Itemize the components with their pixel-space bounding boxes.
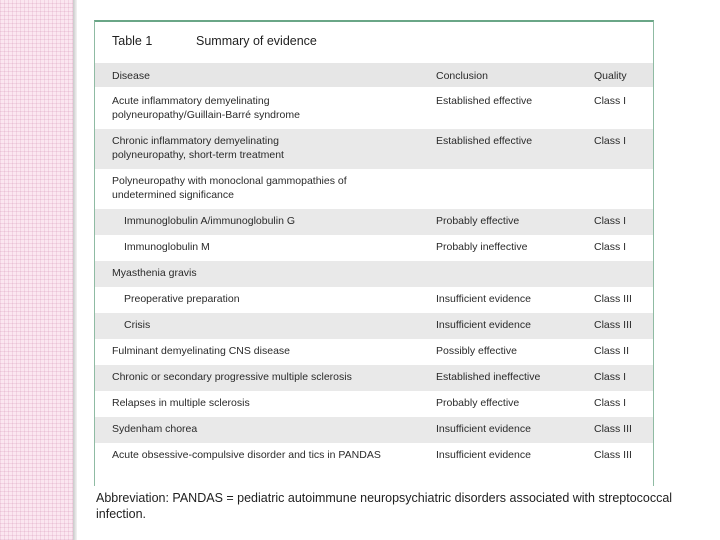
cell-conclusion: Probably effective — [436, 215, 520, 227]
cell-disease: Chronic or secondary progressive multiple sclerosis — [112, 371, 352, 383]
cell-conclusion: Insufficient evidence — [436, 423, 531, 435]
table-number: Table 1 — [112, 34, 153, 48]
table-row — [95, 129, 653, 169]
table-row — [95, 339, 653, 365]
cell-conclusion: Probably effective — [436, 397, 520, 409]
cell-quality: Class I — [594, 371, 627, 383]
cell-disease: Myasthenia gravis — [112, 267, 197, 279]
table-header-row — [95, 63, 653, 87]
cell-conclusion: Probably ineffective — [436, 241, 528, 253]
cell-disease: Preoperative preparation — [124, 293, 240, 305]
table-row — [95, 287, 653, 313]
cell-disease: Fulminant demyelinating CNS disease — [112, 345, 291, 357]
decorative-side-strip — [0, 0, 73, 540]
table-row — [95, 313, 653, 339]
cell-disease: Sydenham chorea — [112, 423, 198, 435]
cell-quality: Class II — [594, 345, 630, 357]
table-row — [95, 391, 653, 417]
table-row — [95, 209, 653, 235]
cell-conclusion: Insufficient evidence — [436, 293, 531, 305]
table-row — [95, 443, 653, 485]
cell-conclusion: Insufficient evidence — [436, 319, 531, 331]
cell-conclusion: Established effective — [436, 135, 533, 147]
table-row — [95, 169, 653, 209]
cell-quality: Class III — [594, 293, 632, 305]
side-strip-edge — [73, 0, 77, 540]
cell-quality: Class III — [594, 449, 632, 461]
cell-quality: Class I — [594, 397, 627, 409]
table-title: Summary of evidence — [196, 34, 317, 48]
cell-disease: Relapses in multiple sclerosis — [112, 397, 250, 409]
cell-conclusion: Established effective — [436, 95, 533, 107]
table-row — [95, 365, 653, 391]
cell-quality: Class I — [594, 241, 627, 253]
header-quality: Quality — [594, 70, 627, 82]
cell-quality: Class I — [594, 95, 627, 107]
cell-conclusion: Possibly effective — [436, 345, 517, 357]
cell-disease: Immunoglobulin M — [124, 241, 210, 253]
cell-conclusion: Insufficient evidence — [436, 449, 531, 461]
header-disease: Disease — [112, 70, 150, 82]
table-row — [95, 261, 653, 287]
cell-quality: Class III — [594, 423, 632, 435]
cell-disease: Immunoglobulin A/immunoglobulin G — [124, 215, 296, 227]
cell-quality: Class I — [594, 135, 627, 147]
evidence-table — [94, 20, 654, 486]
table-row — [95, 89, 653, 129]
cell-disease: Crisis — [124, 319, 151, 331]
table-row — [95, 235, 653, 261]
header-conclusion: Conclusion — [436, 70, 488, 82]
cell-disease: Acute obsessive-compulsive disorder and tics in PANDAS — [112, 449, 381, 461]
table-footnote: Abbreviation: PANDAS = pediatric autoimmune neuropsychiatric disorders associated with streptococcal infection. — [96, 491, 673, 521]
table-caption — [112, 34, 317, 48]
cell-disease: Polyneuropathy with monoclonal gammopathies of undetermined significance — [112, 175, 347, 201]
cell-disease: Acute inflammatory demyelinating polyneuropathy/Guillain-Barré syndrome — [112, 95, 300, 121]
cell-disease: Chronic inflammatory demyelinating polyneuropathy, short-term treatment — [112, 135, 284, 161]
table-row — [95, 417, 653, 443]
cell-quality: Class I — [594, 215, 627, 227]
cell-quality: Class III — [594, 319, 632, 331]
cell-conclusion: Established ineffective — [436, 371, 541, 383]
